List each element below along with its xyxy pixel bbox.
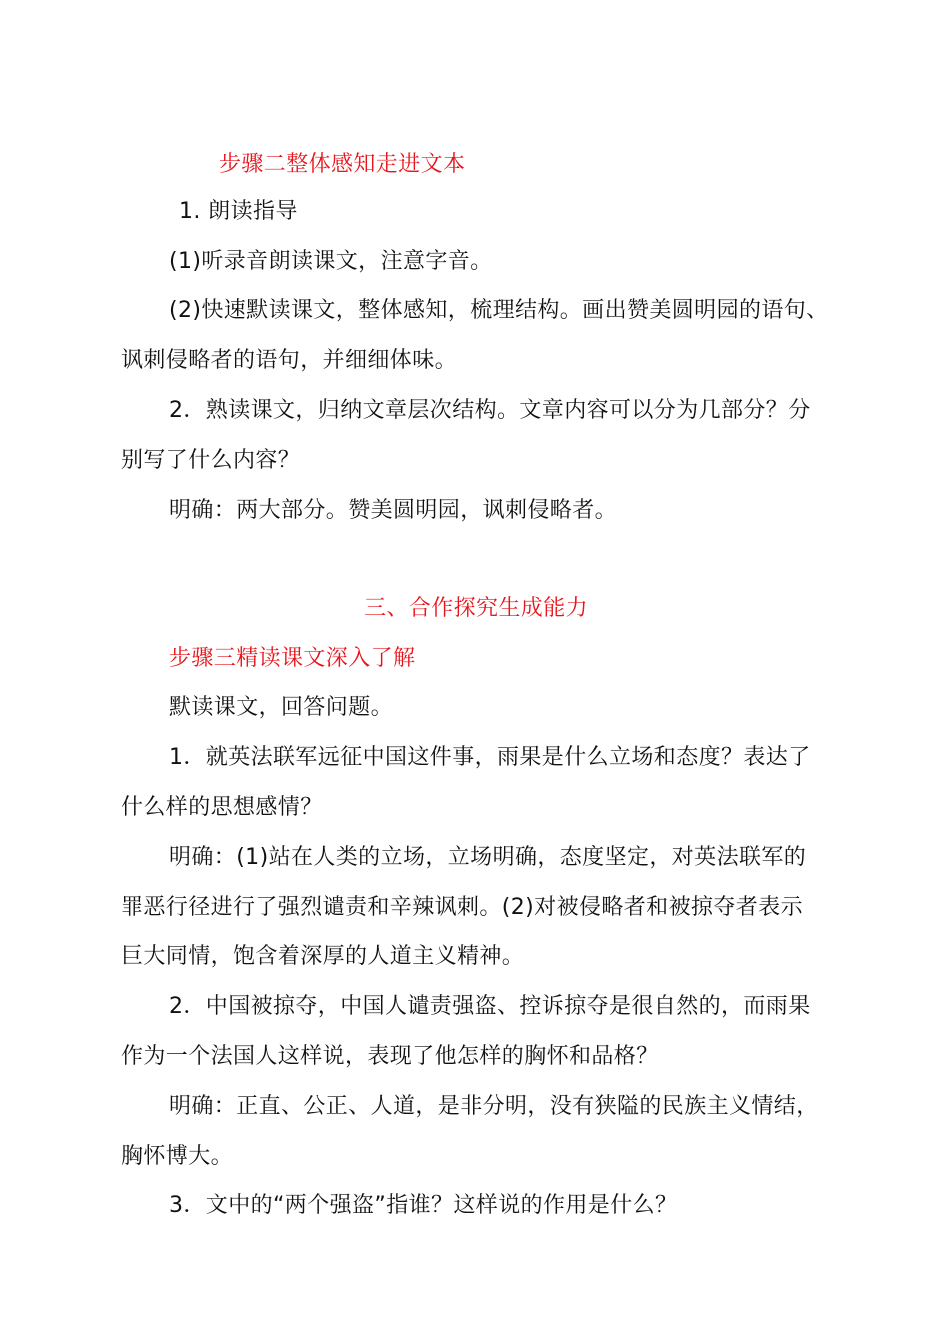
question-line: 2．熟读课文，归纳文章层次结构。文章内容可以分为几部分？分 <box>169 398 811 423</box>
section-three-heading: 三、合作探究生成能力 <box>364 596 589 621</box>
answer-line: 明确：两大部分。赞美圆明园，讽刺侵略者。 <box>169 498 618 523</box>
step-two-heading: 步骤二整体感知走进文本 <box>219 152 466 177</box>
step-three-heading: 步骤三精读课文深入了解 <box>169 646 416 671</box>
paragraph-line: (1)听录音朗读课文，注意字音。 <box>169 249 493 274</box>
paragraph-line: 默读课文，回答问题。 <box>169 695 394 720</box>
answer-line: 胸怀博大。 <box>121 1144 234 1169</box>
reading-guide-heading: 1. 朗读指导 <box>179 199 298 224</box>
paragraph-line: (2)快速默读课文，整体感知，梳理结构。画出赞美圆明园的语句、 <box>169 298 829 323</box>
question-line: 作为一个法国人这样说，表现了他怎样的胸怀和品格？ <box>121 1044 659 1069</box>
paragraph-line: 讽刺侵略者的语句，并细细体味。 <box>121 348 458 373</box>
answer-line: 明确：正直、公正、人道，是非分明，没有狭隘的民族主义情结， <box>169 1094 819 1119</box>
answer-line: 罪恶行径进行了强烈谴责和辛辣讽刺。(2)对被侵略者和被掠夺者表示 <box>121 895 803 920</box>
answer-line: 明确：(1)站在人类的立场，立场明确，态度坚定，对英法联军的 <box>169 845 807 870</box>
question-line: 2．中国被掠夺，中国人谴责强盗、控诉掠夺是很自然的，而雨果 <box>169 994 811 1019</box>
answer-line: 巨大同情，饱含着深厚的人道主义精神。 <box>121 944 525 969</box>
question-line: 3．文中的“两个强盗”指谁？这样说的作用是什么？ <box>169 1193 678 1218</box>
question-line: 1．就英法联军远征中国这件事，雨果是什么立场和态度？表达了 <box>169 745 811 770</box>
question-line: 什么样的思想感情？ <box>121 795 323 820</box>
question-line: 别写了什么内容？ <box>121 448 301 473</box>
